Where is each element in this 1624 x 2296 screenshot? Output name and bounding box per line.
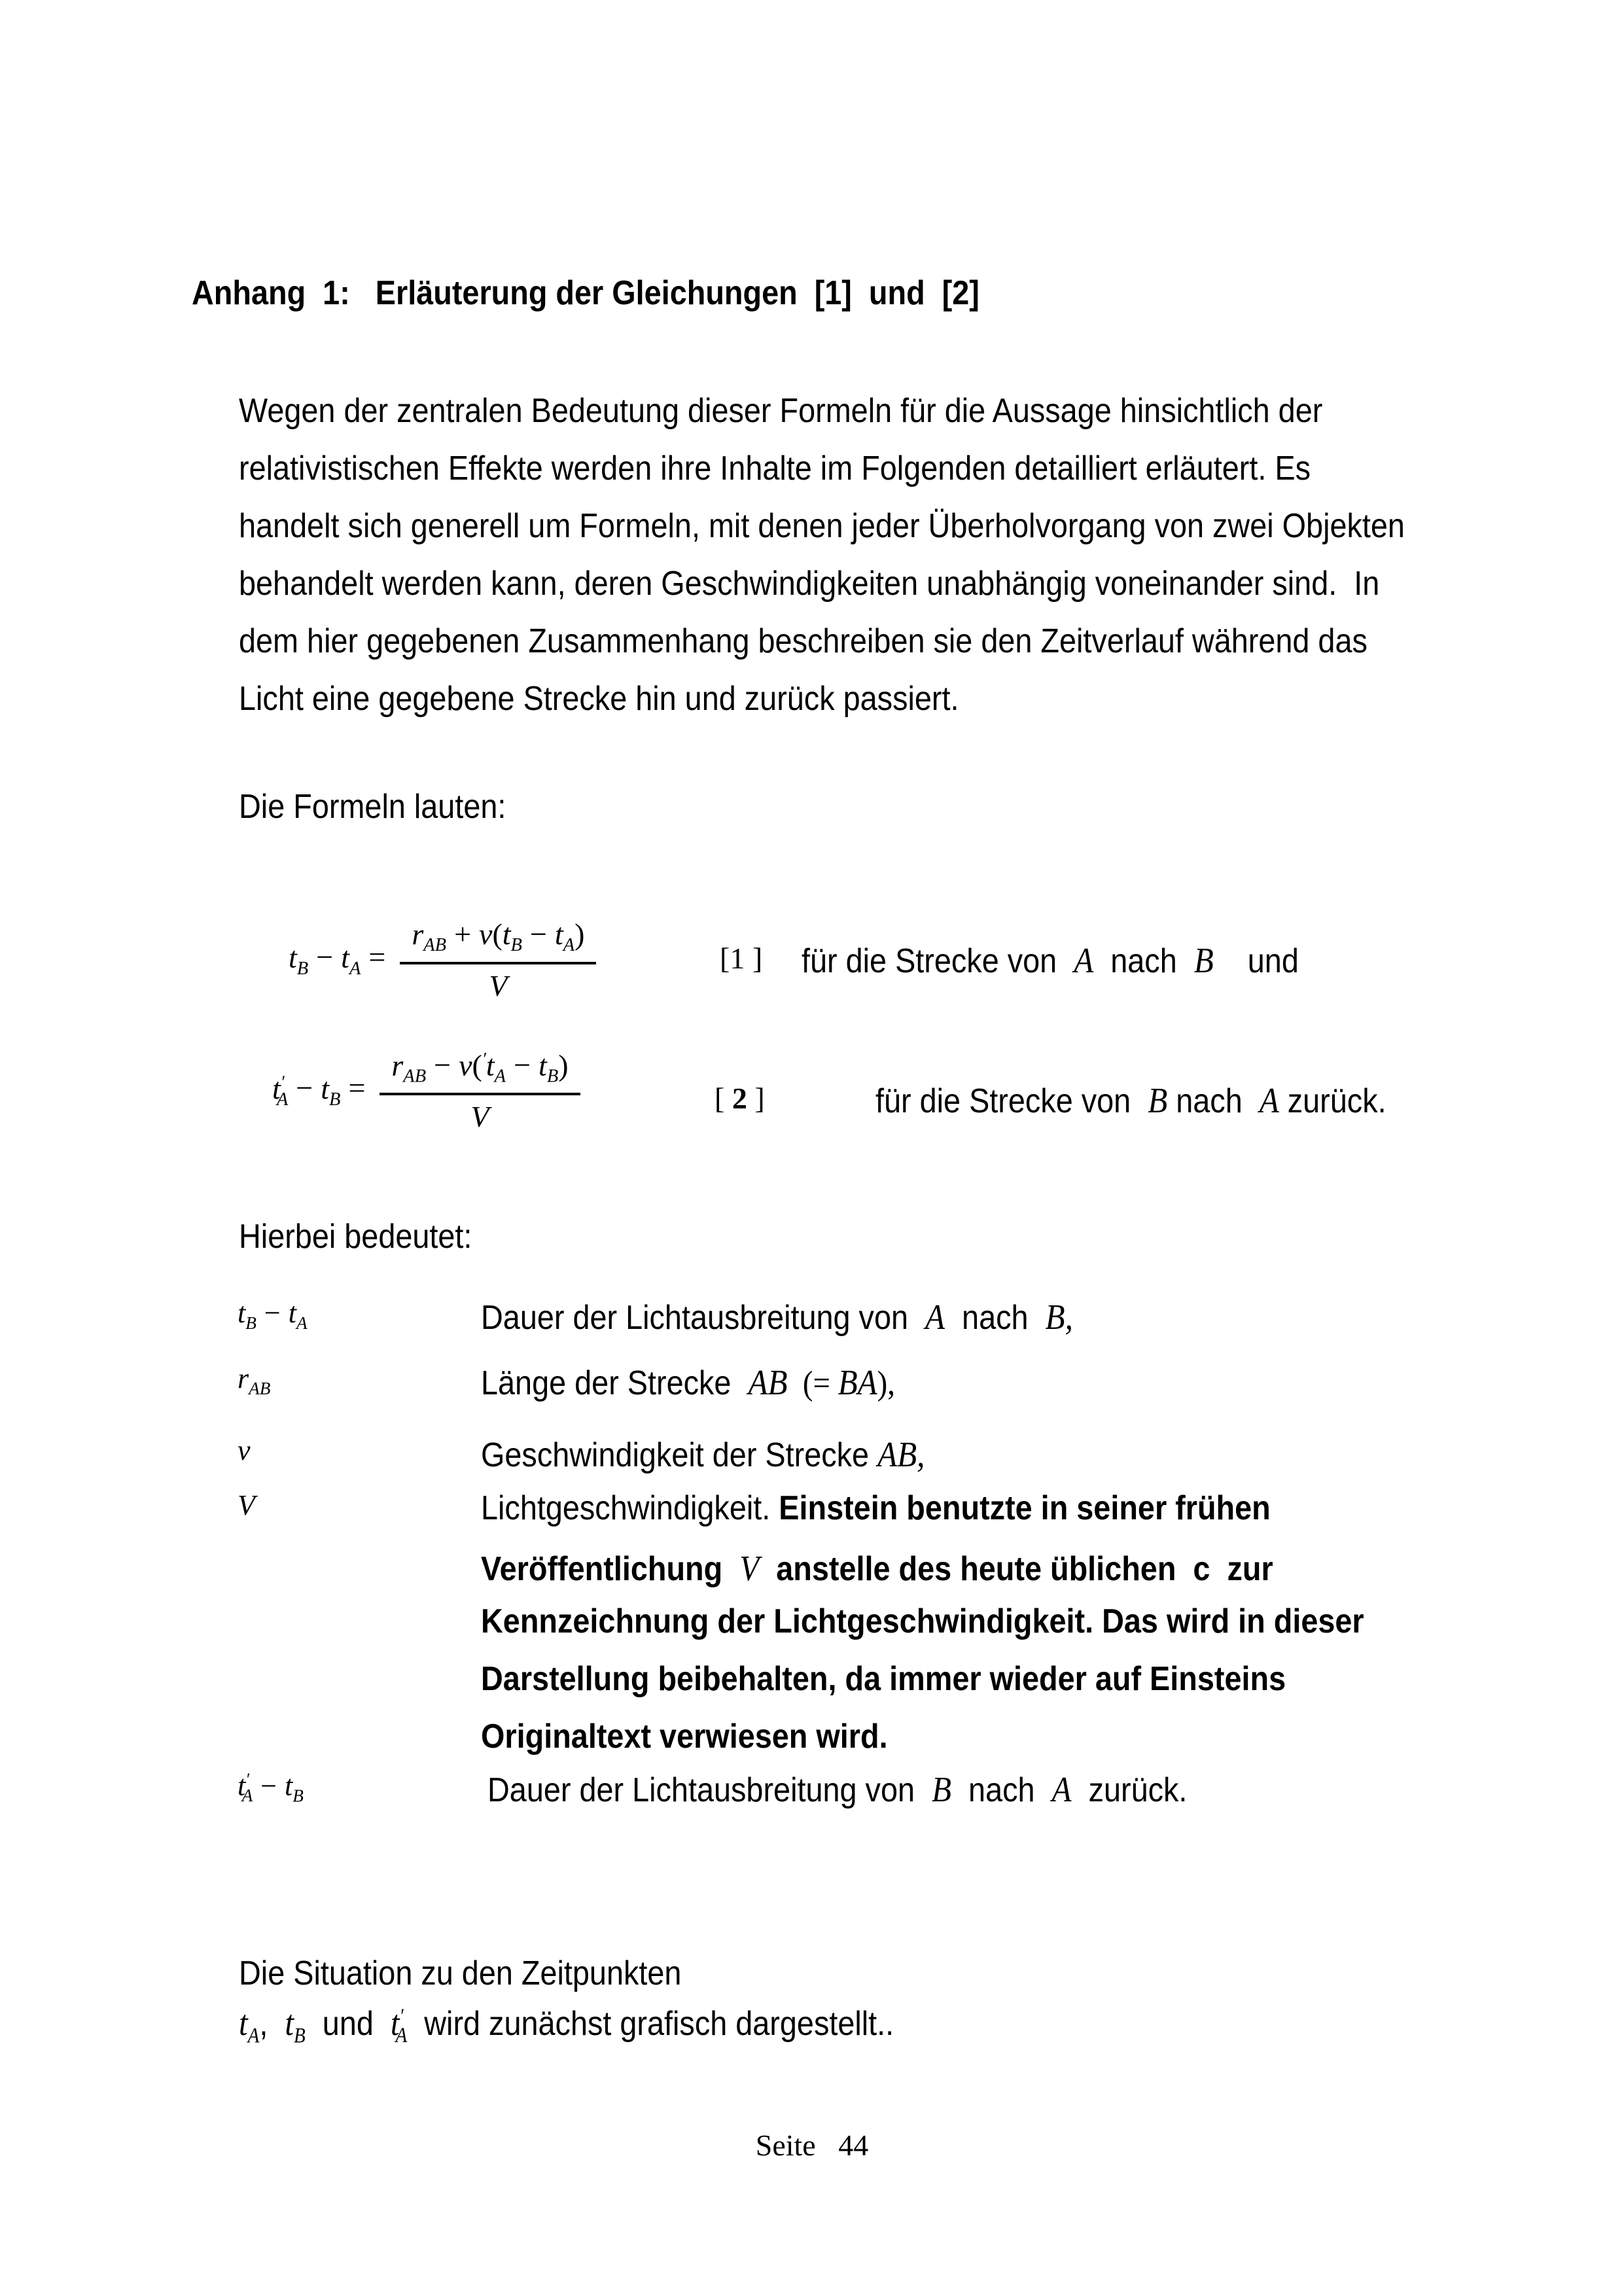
var-BA: BA [838,1362,877,1402]
bracket-open: [ [715,1082,732,1115]
var-r: r [391,1048,404,1082]
definitions-heading: Hierbei bedeutet: [239,1218,472,1256]
caption-text: für die Strecke von [875,1082,1148,1120]
intro-line: Licht eine gegebene Strecke hin und zurück passiert. [239,680,959,718]
var-t: t [288,1297,296,1329]
eq2-lhs-sub: A [276,1089,289,1110]
situation-heading: Die Situation zu den Zeitpunkten [239,1954,682,1992]
caption-text: zurück. [1279,1082,1386,1120]
equals-sign: = [368,940,386,974]
var-t: t [239,2003,248,2043]
sub-B: B [546,1066,559,1087]
var-t: t [502,917,511,951]
equation-1-fraction [400,918,596,1003]
desc-text: nach [951,1771,1052,1809]
prime-mark: ′ [280,1071,285,1092]
definition-description: Darstellung beibehalten, da immer wieder auf Einsteins [481,1660,1286,1698]
definition-description [481,1363,895,1402]
sub-B: B [294,2023,306,2047]
eq2-lhs-t: t [272,1071,281,1105]
desc-text: Lichtgeschwindigkeit. [481,1489,779,1527]
eq2-lhs-sub: B [329,1089,341,1110]
equation-2-label [715,1081,765,1116]
equation-2-caption [875,1081,1386,1120]
var-r: r [238,1362,249,1394]
equation-1-caption [802,941,1299,980]
definition-description: Kennzeichnung der Lichtgeschwindigkeit. Das wird in dieser [481,1602,1364,1640]
definition-symbol [238,1298,308,1333]
intro-line: behandelt werden kann, deren Geschwindigkeiten unabhängig voneinander sind. In [239,565,1380,603]
eq1-lhs-sub: B [296,958,309,979]
var-B: B [932,1769,952,1809]
definition-description [481,1549,1273,1588]
paren-open: ( [492,917,503,951]
minus-operator: − [260,1769,277,1802]
var-t: t [390,2003,400,2043]
var-B: B [1193,940,1214,980]
sub-A: A [247,2023,260,2047]
definition-symbol [238,1490,255,1521]
definition-symbol [238,1770,304,1805]
definition-symbol [238,1435,251,1466]
equation-1-denominator: V [489,969,508,1003]
desc-text: zurück. [1071,1771,1188,1809]
footer-label: Seite [755,2128,816,2162]
sub-B: B [510,934,522,955]
sub-B: B [292,1786,304,1806]
equation-1 [258,885,596,1036]
formulas-heading: Die Formeln lauten: [239,788,506,826]
var-AB: AB, [877,1434,925,1474]
sub-A: A [494,1066,506,1087]
var-t: t [238,1297,246,1329]
definition-description [487,1770,1187,1809]
desc-text: Länge der Strecke [481,1364,749,1402]
desc-text-bold: Einstein benutzte in seiner frühen [779,1489,1271,1527]
caption-text: und [1213,942,1299,980]
plus-operator: + [454,917,472,951]
sub-AB: AB [423,934,447,955]
sub-A: A [241,1786,253,1806]
bracket-close: ] [745,942,763,975]
eq2-lhs-t: t [321,1071,330,1105]
var-B: B [1148,1080,1168,1120]
sub-B: B [245,1313,256,1333]
var-t: t [554,917,563,951]
caption-text: nach [1167,1082,1260,1120]
desc-text: Dauer der Lichtausbreitung von [481,1299,926,1337]
equation-1-numerator [400,918,596,965]
eq1-lhs-t: t [341,940,349,974]
desc-text: (= [787,1365,838,1402]
intro-line: relativistischen Effekte werden ihre Inhalte im Folgenden detailliert erläutert. Es [239,450,1311,487]
caption-text: für die Strecke von [802,942,1074,980]
definition-description [481,1490,1271,1527]
intro-line: handelt sich generell um Formeln, mit denen jeder Überholvorgang von zwei Objekten [239,507,1405,545]
var-v: v [479,917,493,951]
minus-operator: − [514,1048,531,1082]
paren-close: ) [574,917,585,951]
equation-1-label [720,941,762,976]
prime-mark: ′ [482,1048,486,1069]
var-r: r [412,917,424,951]
var-B: B, [1045,1297,1073,1337]
text: und [305,2005,391,2043]
sub-A: A [296,1313,308,1333]
definition-symbol [238,1363,270,1398]
var-A: A [1074,940,1094,980]
eq1-lhs-t: t [289,940,297,974]
caption-text: nach [1093,942,1194,980]
paren-open: ( [472,1048,482,1082]
page-footer [0,2128,1624,2163]
var-v: v [459,1048,472,1082]
minus-operator: − [529,917,547,951]
desc-text: Dauer der Lichtausbreitung von [487,1771,932,1809]
equals-sign: = [348,1071,366,1105]
var-V: V [739,1548,760,1588]
var-V: V [238,1489,255,1521]
var-t: t [538,1048,547,1082]
paren-close: ) [558,1048,569,1082]
sub-A: A [395,2023,408,2047]
intro-line: dem hier gegebenen Zusammenhang beschreiben sie den Zeitverlauf während das [239,622,1368,660]
definition-description: Originaltext verwiesen wird. [481,1718,888,1756]
minus-operator: − [434,1048,451,1082]
bracket-close: ] [747,1082,765,1115]
sub-AB: AB [403,1066,427,1087]
eq1-lhs-sub: A [349,958,361,979]
var-A: A [925,1297,945,1337]
sub-A: A [563,934,575,955]
var-v: v [238,1434,251,1466]
var-t: t [238,1769,246,1802]
prime-mark: ′ [399,2004,404,2028]
situation-line [239,2004,894,2047]
var-t: t [285,1769,293,1802]
equation-2 [242,1016,580,1167]
desc-text: ), [877,1365,895,1402]
var-t: t [485,1048,495,1082]
minus-operator: − [316,940,334,974]
desc-text: nach [945,1299,1046,1337]
var-A: A [1259,1080,1279,1120]
var-AB: AB [748,1362,788,1402]
sub-AB: AB [249,1378,271,1398]
definition-description [481,1298,1073,1337]
equation-2-numerator [380,1049,580,1096]
equation-number: 2 [732,1082,747,1115]
equation-2-denominator: V [470,1100,489,1134]
minus-operator: − [296,1071,313,1105]
prime-mark: ′ [245,1769,250,1789]
footer-page-number: 44 [838,2128,869,2162]
definition-description [481,1435,925,1474]
desc-text-bold: anstelle des heute üblichen c zur [759,1550,1273,1588]
equation-2-fraction [380,1049,580,1134]
intro-line: Wegen der zentralen Bedeutung dieser Formeln für die Aussage hinsichtlich der [239,392,1323,430]
var-t: t [285,2003,294,2043]
desc-text-bold: Veröffentlichung [481,1550,740,1588]
equation-number: 1 [730,942,745,975]
bracket-open: [ [720,942,730,975]
text: wird zunächst grafisch dargestellt.. [407,2005,894,2043]
page-title: Anhang 1: Erläuterung der Gleichungen [1] und [2] [192,274,980,312]
comma: , [259,2005,285,2043]
minus-operator: − [264,1297,281,1329]
var-A: A [1051,1769,1072,1809]
desc-text: Geschwindigkeit der Strecke [481,1436,878,1474]
